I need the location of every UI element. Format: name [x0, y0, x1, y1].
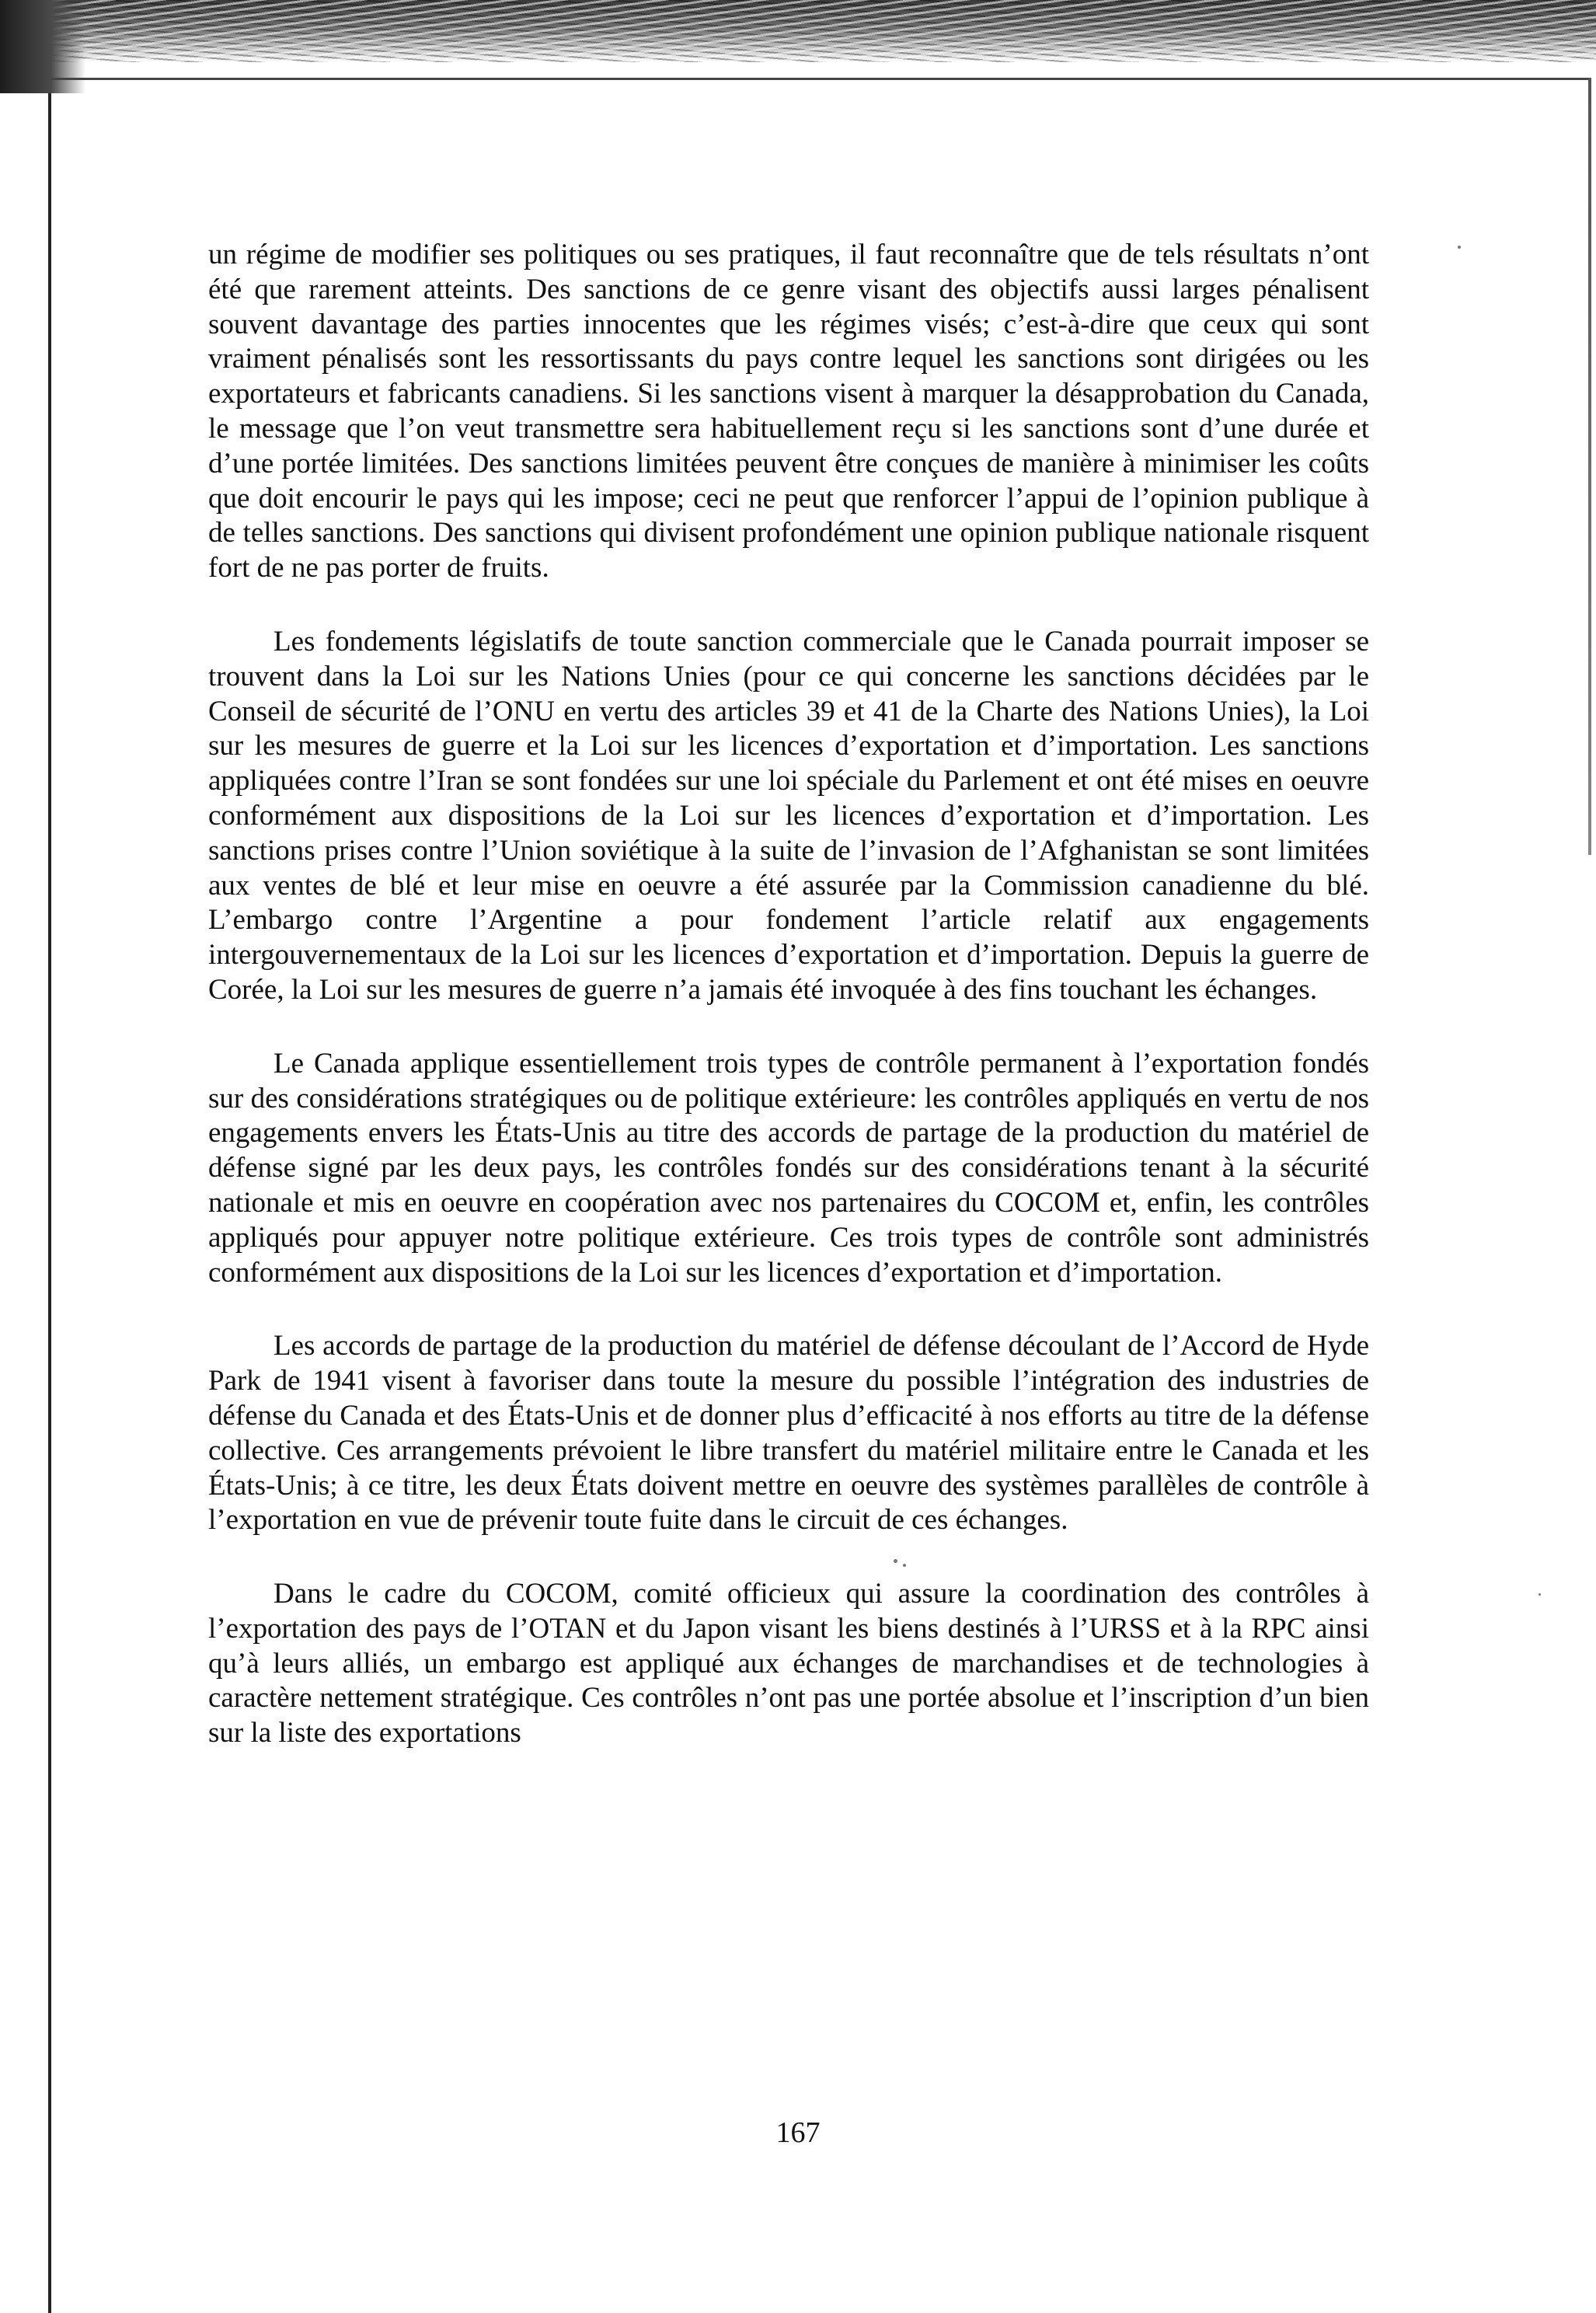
paragraph-5: Dans le cadre du COCOM, comité officieux qui assure la coordination des contrôles à l’exportation des pays de l’OTAN et du Japon visant les biens destinés à l’URSS et à la RPC ainsi qu’à leurs alliés, un embargo est appliqué aux échanges de marchandises et de technologies à caractère nettement stratégique. Ces contrôles n’ont pas une portée absolue et l’inscription d’un bien sur la liste des exportations — [208, 1578, 1369, 1750]
page-top-edge — [51, 78, 1588, 80]
paragraph-3: Le Canada applique essentiellement trois types de contrôle permanent à l’exportation fondés sur des considérations stratégiques ou de politique extérieure: les contrôles appliqués en vertu de nos engagements envers les États-Unis au titre des accords de partage de la production du matériel de défense signé par les deux pays, les contrôles fondés sur des considérations tenant à la sécurité nationale et mis en oeuvre en coopération avec nos partenaires du COCOM et, enfin, les contrôles appliqués pour appuyer notre politique extérieure. Ces trois types de contrôle sont administrés conformément aux dispositions de la Loi sur les licences d’exportation et d’importation. — [208, 1047, 1369, 1289]
page-right-edge — [1588, 78, 1591, 855]
page-left-edge — [48, 93, 51, 2313]
scan-speck — [1458, 246, 1461, 249]
paragraph-2: Les fondements législatifs de toute sanction commerciale que le Canada pourrait imposer se trouvent dans la Loi sur les Nations Unies (pour ce qui concerne les sanctions décidées par le Conseil de sécurité de l’ONU en vertu des articles 39 et 41 de la Charte des Nations Unies), la Loi sur les mesures de guerre et la Loi sur les licences d’exportation et d’importation. Les sanctions appliquées contre l’Iran se sont fondées sur une loi spéciale du Parlement et ont été mises en oeuvre conformément aux dispositions de la Loi sur les licences d’exportation et d’importation. Les sanctions prises contre l’Union soviétique à la suite de l’invasion de l’Afghanistan se sont limitées aux ventes de blé et leur mise en oeuvre a été assurée par la Commission canadienne du blé. L’embargo contre l’Argentine a pour fondement l’article relatif aux engagements intergouvernementaux de la Loi sur les licences d’exportation et d’importation. Depuis la guerre de Corée, la Loi sur les mesures de guerre n’a jamais été invoquée à des fins touchant les échanges. — [208, 625, 1369, 1006]
scan-top-border — [0, 0, 1596, 62]
scan-speck — [903, 1564, 906, 1567]
body-text — [208, 238, 1369, 1790]
page-number: 167 — [775, 2116, 821, 2149]
scan-speck — [1539, 1593, 1541, 1596]
scan-speck — [894, 1559, 897, 1563]
paragraph-1: un régime de modifier ses politiques ou ses pratiques, il faut reconnaître que de tels résultats n’ont été que rarement atteints. Des sanctions de ce genre visant des objectifs aussi larges pénalisent souvent davantage des parties innocentes que les régimes visés; c’est-à-dire que ceux qui sont vraiment pénalisés sont les ressortissants du pays contre lequel les sanctions sont dirigées ou les exportateurs et fabricants canadiens. Si les sanctions visent à marquer la désapprobation du Canada, le message que l’on veut transmettre sera habituellement reçu si les sanctions sont d’une durée et d’une portée limitées. Des sanctions limitées peuvent être conçues de manière à minimiser les coûts que doit encourir le pays qui les impose; ceci ne peut que renforcer l’appui de l’opinion publique à de telles sanctions. Des sanctions qui divisent profondément une opinion publique nationale risquent fort de ne pas porter de fruits. — [208, 239, 1369, 584]
paragraph-4: Les accords de partage de la production du matériel de défense découlant de l’Accord de Hyde Park de 1941 visent à favoriser dans toute la mesure du possible l’intégration des industries de défense du Canada et des États-Unis et de donner plus d’efficacité à nos efforts au titre de la défense collective. Ces arrangements prévoient le libre transfert du matériel militaire entre le Canada et les États-Unis; à ce titre, les deux États doivent mettre en oeuvre des systèmes parallèles de contrôle à l’exportation en vue de prévenir toute fuite dans le circuit de ces échanges. — [208, 1330, 1369, 1537]
